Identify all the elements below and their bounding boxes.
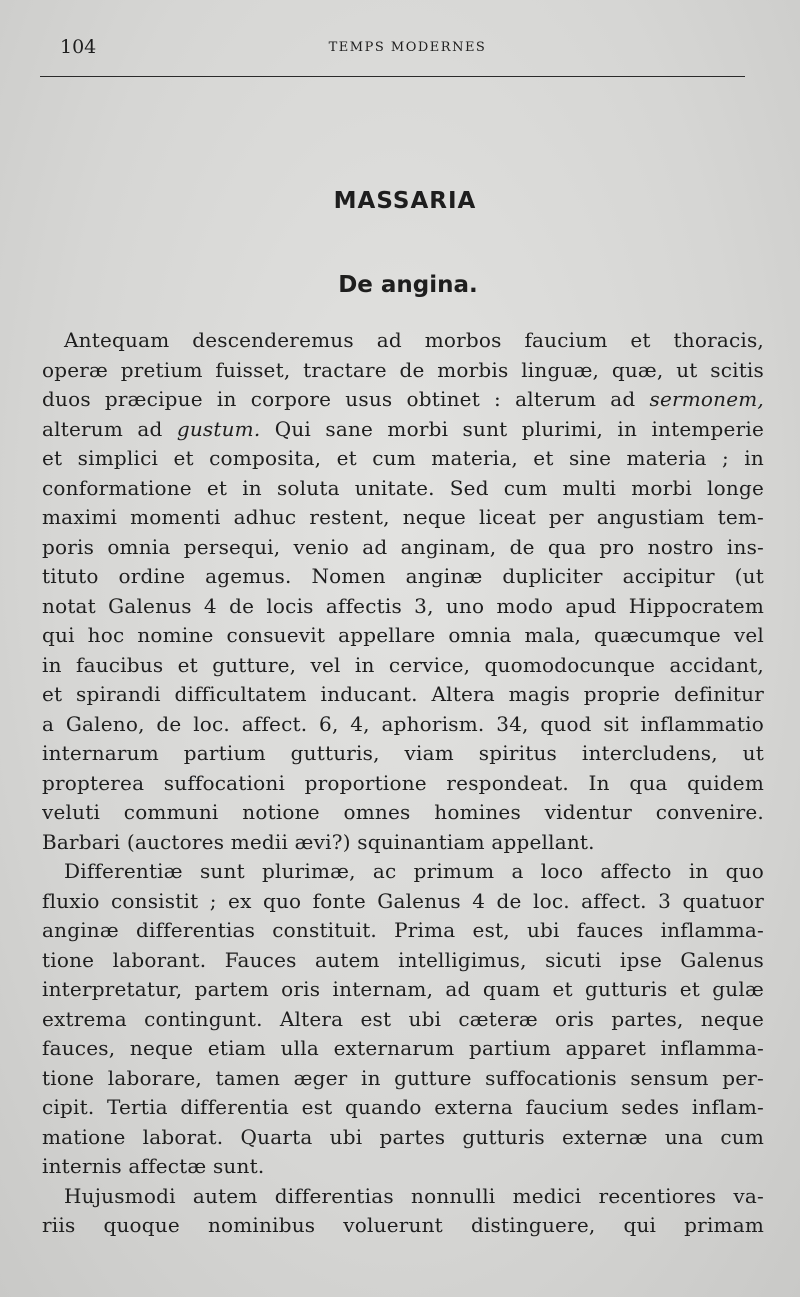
chapter-title: MASSARIA <box>333 188 477 214</box>
text-line <box>42 1093 764 1123</box>
text-segment: tione laborant. Fauces autem intelligimus, sicuti ipse Galenus <box>42 947 764 972</box>
text-segment: operæ pretium fuisset, tractare de morbis linguæ, quæ, ut scitis <box>42 357 764 382</box>
text-line <box>42 946 764 976</box>
text-segment: Qui sane morbi sunt plurimi, in intemperie <box>260 416 764 441</box>
text-segment: et spirandi difficultatem inducant. Altera magis proprie definitur <box>42 682 764 706</box>
text-segment: duos præcipue in corpore usus obtinet : alterum ad <box>42 387 650 411</box>
text-segment: cipit. Tertia differentia est quando externa faucium sedes inflam- <box>42 1095 764 1119</box>
text-segment: Barbari (auctores medii ævi?) squinantiam appellant. <box>42 829 595 854</box>
text-line <box>42 739 764 769</box>
text-segment: conformatione et in soluta unitate. Sed cum multi morbi longe <box>42 475 764 500</box>
text-segment: maximi momenti adhuc restent, neque liceat per angustiam tem- <box>42 505 764 529</box>
text-line <box>42 474 764 504</box>
running-head <box>40 36 745 62</box>
text-segment: internarum partium gutturis, viam spiritus intercludens, ut <box>42 741 764 765</box>
text-line <box>42 1005 764 1035</box>
text-line <box>42 1182 764 1212</box>
text-line <box>42 887 764 917</box>
text-line <box>42 533 764 563</box>
text-segment: a Galeno, de loc. affect. 6, 4, aphorism. 34, quod sit inflammatio <box>42 711 764 736</box>
text-line <box>42 562 764 592</box>
section-title: De angina. <box>338 272 478 298</box>
text-line <box>42 1064 764 1094</box>
text-line <box>42 710 764 740</box>
text-segment: et simplici et composita, et cum materia, et sine materia ; in <box>42 446 764 470</box>
header-rule <box>40 76 745 77</box>
text-segment: anginæ differentias constituit. Prima est, ubi fauces inflamma- <box>42 918 764 942</box>
italic-text: sermonem, <box>649 387 764 411</box>
text-segment: propterea suffocationi proportione respondeat. In qua quidem <box>42 770 764 795</box>
text-line <box>42 680 764 710</box>
text-segment: extrema contingunt. Altera est ubi cæteræ oris partes, neque <box>42 1006 764 1031</box>
text-segment: veluti communi notione omnes homines videntur convenire. <box>42 800 764 824</box>
text-line <box>42 1211 764 1241</box>
text-segment: in faucibus et gutture, vel in cervice, quomodocunque accidant, <box>42 652 764 677</box>
text-segment: fluxio consistit ; ex quo fonte Galenus 4 de loc. affect. 3 quatuor <box>42 888 764 913</box>
text-segment: alterum ad <box>42 416 177 441</box>
text-segment: Hujusmodi autem differentias nonnulli medici recentiores va- <box>64 1183 764 1208</box>
text-segment: poris omnia persequi, venio ad anginam, de qua pro nostro ins- <box>42 534 764 559</box>
text-line <box>42 444 764 474</box>
text-line <box>42 828 764 858</box>
text-segment: matione laborat. Quarta ubi partes gutturis externæ una cum <box>42 1124 764 1149</box>
text-line <box>42 1123 764 1153</box>
text-segment: riis quoque nominibus voluerunt distinguere, qui primam <box>42 1213 764 1237</box>
page-number: 104 <box>60 36 97 58</box>
text-line <box>42 975 764 1005</box>
italic-text: gustum. <box>176 416 261 441</box>
text-line <box>42 503 764 533</box>
text-segment: fauces, neque etiam ulla externarum partium apparet inflamma- <box>42 1036 764 1060</box>
text-segment: tione laborare, tamen æger in gutture suffocationis sensum per- <box>42 1065 764 1090</box>
text-segment: qui hoc nomine consuevit appellare omnia mala, quæcumque vel <box>42 623 764 647</box>
running-title: TEMPS MODERNES <box>328 40 487 55</box>
text-segment: interpretatur, partem oris internam, ad quam et gutturis et gulæ <box>42 977 764 1001</box>
text-line <box>42 916 764 946</box>
text-segment: notat Galenus 4 de locis affectis 3, uno modo apud Hippocratem <box>42 593 764 618</box>
text-line <box>42 1034 764 1064</box>
text-line <box>42 356 764 386</box>
text-line <box>42 651 764 681</box>
text-line <box>42 621 764 651</box>
text-line <box>42 385 764 415</box>
text-line <box>42 415 764 445</box>
text-segment: internis affectæ sunt. <box>42 1154 265 1178</box>
text-line <box>42 592 764 622</box>
text-segment: Antequam descenderemus ad morbos faucium et thoracis, <box>64 328 764 352</box>
text-segment: tituto ordine agemus. Nomen anginæ dupliciter accipitur (ut <box>42 564 764 588</box>
text-segment: Differentiæ sunt plurimæ, ac primum a loco affecto in quo <box>64 859 764 883</box>
body-text <box>42 326 764 1241</box>
text-line <box>42 857 764 887</box>
text-line <box>42 769 764 799</box>
text-line <box>42 1152 764 1182</box>
text-line <box>42 326 764 356</box>
text-line <box>42 798 764 828</box>
